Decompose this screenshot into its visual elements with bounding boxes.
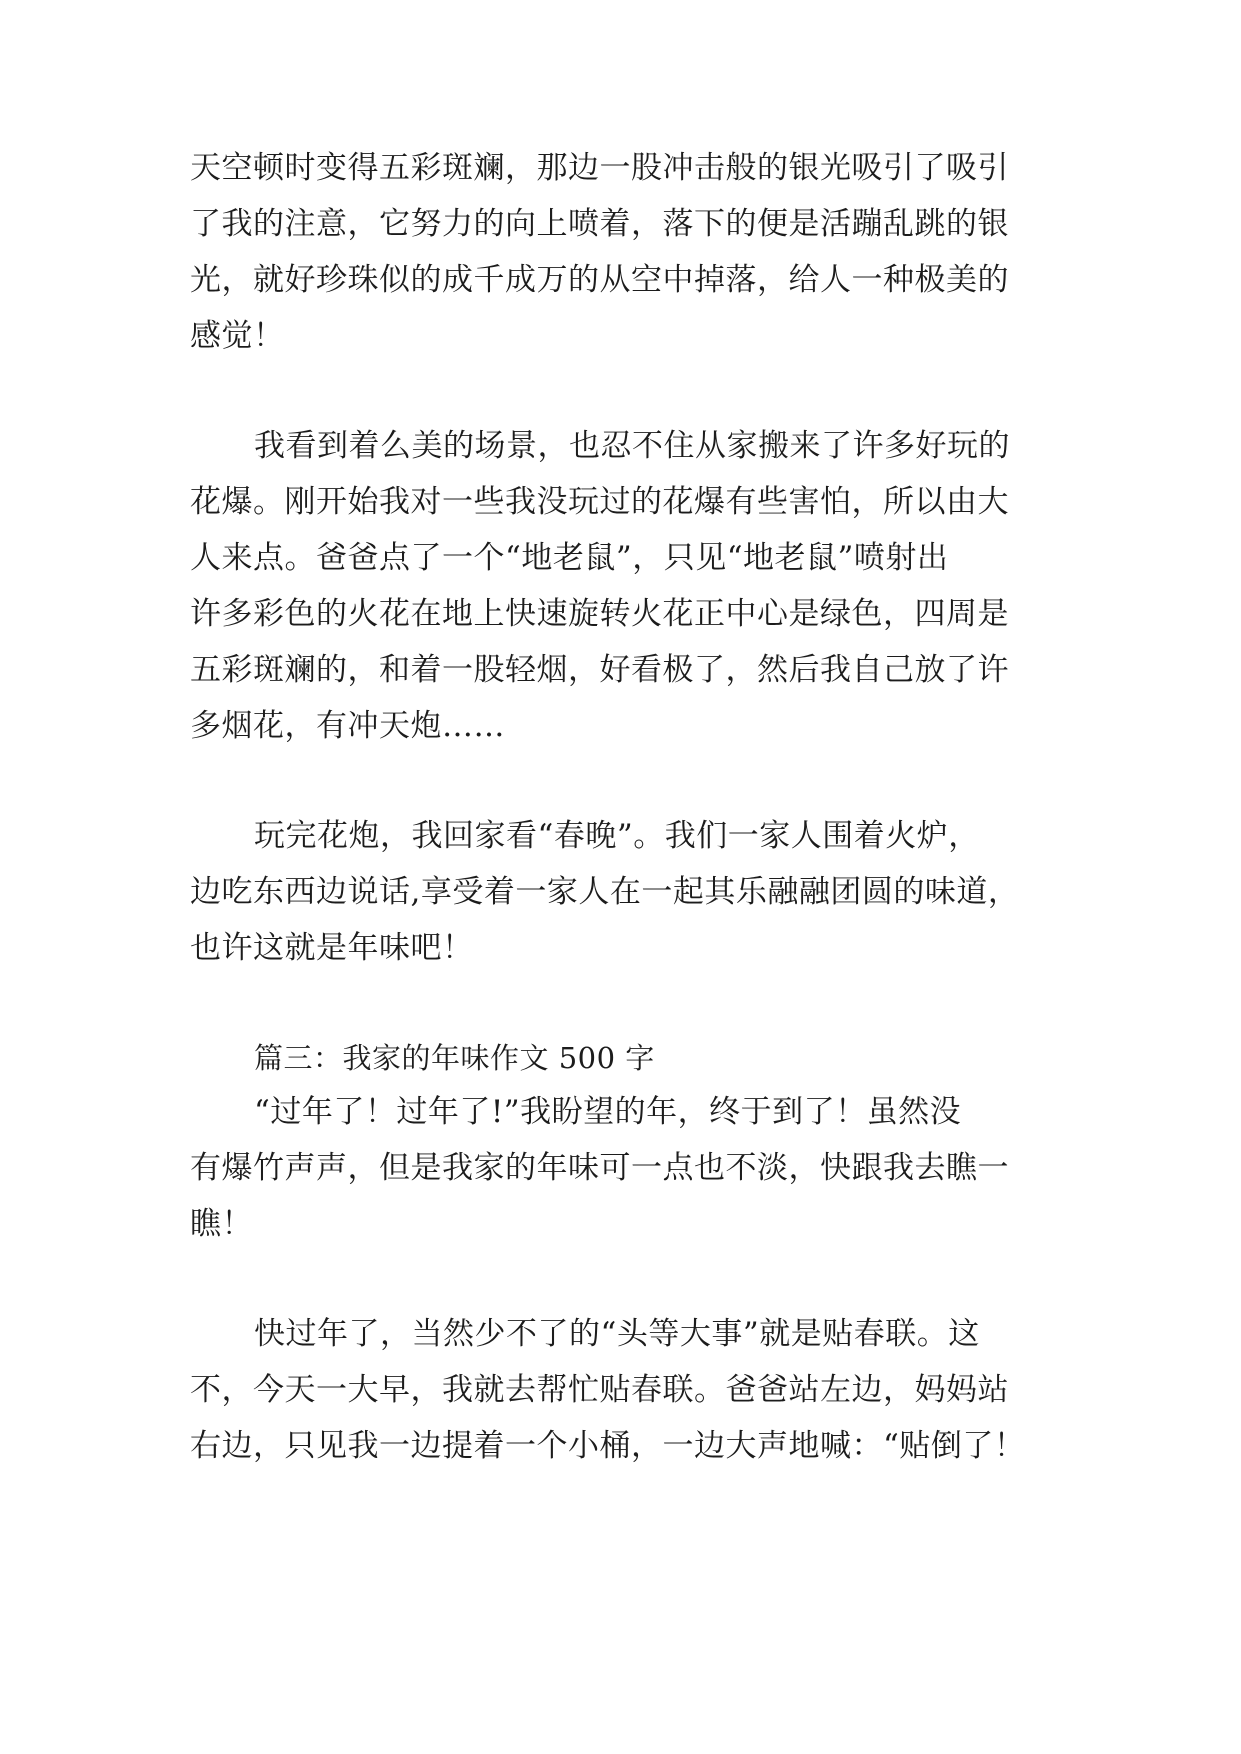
text-line: 光，就好珍珠似的成千成万的从空中掉落，给人一种极美的 (190, 262, 1009, 298)
text-line: 天空顿时变得五彩斑斓，那边一股冲击般的银光吸引了吸引 (190, 150, 1009, 186)
text-line: 玩完花炮，我回家看“春晚”。我们一家人围着火炉， (254, 818, 980, 854)
text-line: 边吃东西边说话,享受着一家人在一起其乐融融团圆的味道， (190, 874, 1020, 910)
text-line: 了我的注意，它努力的向上喷着，落下的便是活蹦乱跳的银 (190, 206, 1009, 242)
text-line: 五彩斑斓的，和着一股轻烟，好看极了，然后我自己放了许 (190, 652, 1009, 688)
text-line: 也许这就是年味吧！ (190, 930, 474, 966)
text-line: 快过年了，当然少不了的“头等大事”就是贴春联。这 (254, 1316, 980, 1352)
text-line: 感觉！ (190, 318, 285, 354)
section-heading: 篇三：我家的年味作文 500 字 (254, 1041, 655, 1075)
text-line: 人来点。爸爸点了一个“地老鼠”，只见“地老鼠”喷射出 (190, 540, 949, 576)
text-line: 多烟花，有冲天炮…… (190, 708, 505, 744)
text-line: 花爆。刚开始我对一些我没玩过的花爆有些害怕，所以由大 (190, 484, 1009, 520)
text-line: 许多彩色的火花在地上快速旋转火花正中心是绿色，四周是 (190, 596, 1009, 632)
text-line: 有爆竹声声，但是我家的年味可一点也不淡，快跟我去瞧一 (190, 1150, 1009, 1186)
text-line: 我看到着么美的场景，也忍不住从家搬来了许多好玩的 (254, 428, 1010, 464)
text-line: “过年了！过年了!”我盼望的年，终于到了！虽然没 (254, 1094, 962, 1130)
text-line: 不，今天一大早，我就去帮忙贴春联。爸爸站左边，妈妈站 (190, 1372, 1009, 1408)
text-line: 右边，只见我一边提着一个小桶，一边大声地喊：“贴倒了！ (190, 1428, 1026, 1464)
text-line: 瞧！ (190, 1206, 253, 1242)
